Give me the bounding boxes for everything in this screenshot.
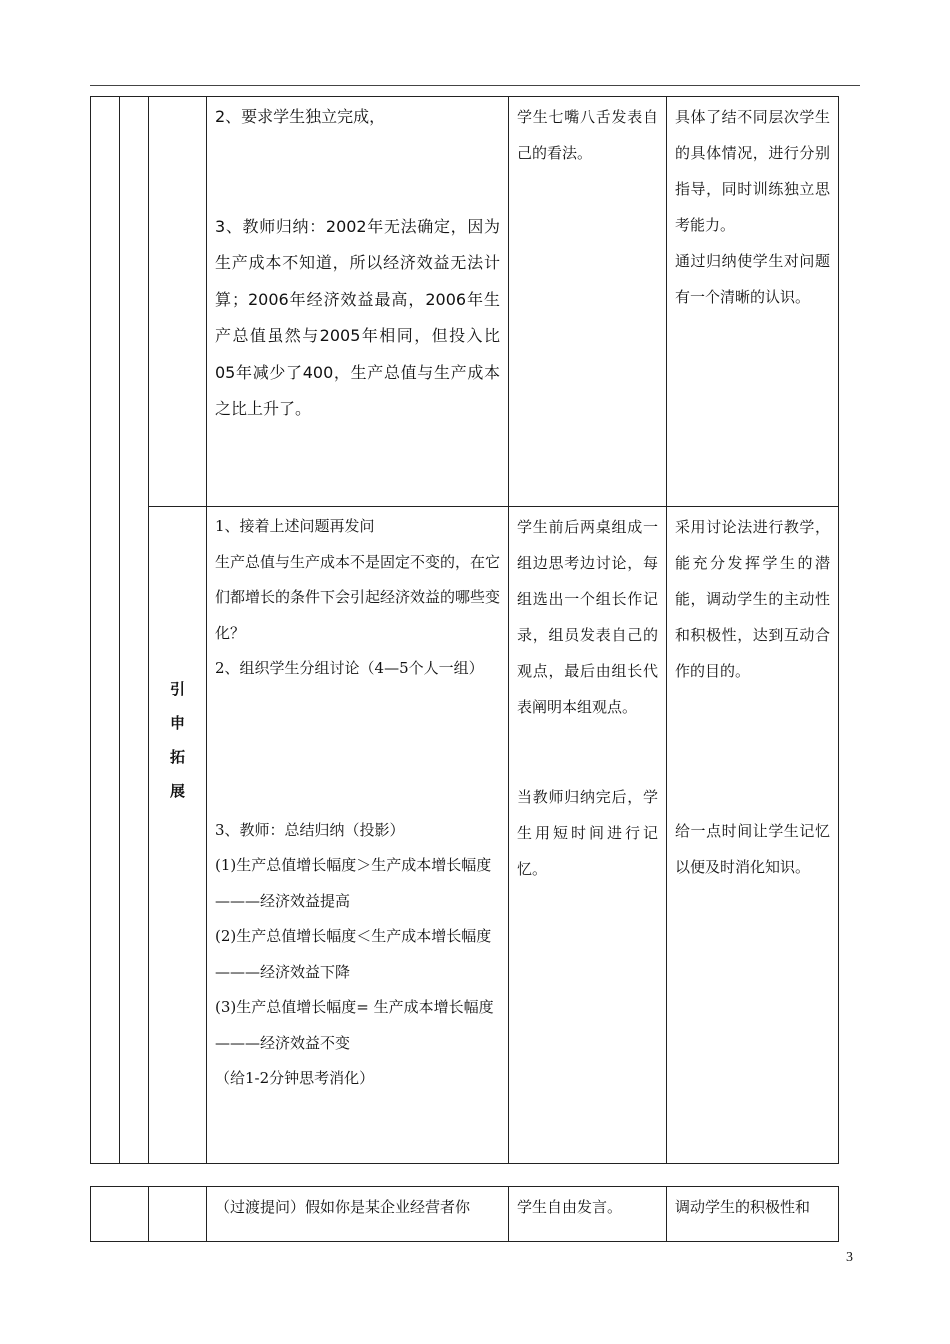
lesson-plan-table xyxy=(90,96,839,1164)
design-intent-cell xyxy=(667,507,839,1164)
design-intent-cell xyxy=(667,97,839,507)
teacher-step-1-title: 1、接着上述问题再发问 xyxy=(215,517,375,535)
student-activity-p1: 学生前后两桌组成一组边思考边讨论，每组选出一个组长作记录，组员发表自己的观点，最后由组长代表阐明本组观点。 xyxy=(517,518,658,716)
transition-question: （过渡提问）假如你是某企业经营者你 xyxy=(215,1198,471,1216)
design-intent-p1: 具体了结不同层次学生的具体情况，进行分别指导，同时训练独立思考能力。 xyxy=(675,108,830,234)
design-intent-cell xyxy=(667,1187,839,1242)
stage-char: 引 xyxy=(169,680,185,698)
teacher-step-3: 3、教师归纳：2002年无法确定，因为生产成本不知道，所以经济效益无法计算；2006年经济效益最高，2006年生产总值虽然与2005年相同，但投入比05年减少了400，生产总值与生产成本之比上升了。 xyxy=(215,216,500,418)
student-activity-cell xyxy=(509,97,667,507)
teacher-activity-cell xyxy=(207,1187,509,1242)
teacher-activity-cell xyxy=(207,507,509,1164)
teacher-step-2: 2、要求学生独立完成， xyxy=(215,107,386,126)
stage-char: 申 xyxy=(169,714,185,732)
stage-cell-empty xyxy=(149,1187,207,1242)
student-activity-cell xyxy=(509,507,667,1164)
design-intent-text: 调动学生的积极性和 xyxy=(675,1198,811,1216)
student-activity-p2: 当教师归纳完后，学生用短时间进行记忆。 xyxy=(517,788,658,878)
lesson-plan-table-continued xyxy=(90,1186,839,1242)
table-row xyxy=(91,507,839,1164)
summary-line-2: (2)生产总值增长幅度＜生产成本增长幅度———经济效益下降 xyxy=(215,927,492,981)
spacer xyxy=(215,136,500,209)
header-rule xyxy=(90,85,860,86)
teacher-step-3-title: 3、教师：总结归纳（投影） xyxy=(215,820,405,839)
blank-column xyxy=(91,1187,149,1242)
stage-char: 拓 xyxy=(169,748,185,766)
blank-column-2 xyxy=(120,97,149,1164)
design-intent-p2: 给一点时间让学生记忆以便及时消化知识。 xyxy=(675,822,830,876)
spacer xyxy=(215,687,500,813)
summary-line-1: (1)生产总值增长幅度＞生产成本增长幅度———经济效益提高 xyxy=(215,856,492,910)
spacer xyxy=(517,725,658,779)
design-intent-p1: 采用讨论法进行教学，能充分发挥学生的潜能，调动学生的主动性和积极性，达到互动合作的目的。 xyxy=(675,518,830,680)
table-row xyxy=(91,97,839,507)
summary-line-3: (3)生产总值增长幅度= 生产成本增长幅度———经济效益不变 xyxy=(215,998,494,1052)
student-activity-text: 学生七嘴八舌发表自己的看法。 xyxy=(517,108,658,162)
blank-column-1 xyxy=(91,97,120,1164)
page-number: 3 xyxy=(846,1250,853,1265)
stage-char: 展 xyxy=(169,782,185,800)
table-row xyxy=(91,1187,839,1242)
student-activity-cell xyxy=(509,1187,667,1242)
teacher-step-1-body: 生产总值与生产成本不是固定不变的，在它们都增长的条件下会引起经济效益的哪些变化？ xyxy=(215,552,501,642)
spacer xyxy=(675,689,830,813)
design-intent-p2: 通过归纳使学生对问题有一个清晰的认识。 xyxy=(675,252,830,306)
time-note: （给1-2分钟思考消化） xyxy=(215,1069,375,1087)
teacher-activity-cell xyxy=(207,97,509,507)
stage-label-cell xyxy=(149,507,207,1164)
student-activity-text: 学生自由发言。 xyxy=(517,1198,623,1216)
stage-cell-empty xyxy=(149,97,207,507)
teacher-step-2: 2、组织学生分组讨论（4—5个人一组） xyxy=(215,659,484,677)
